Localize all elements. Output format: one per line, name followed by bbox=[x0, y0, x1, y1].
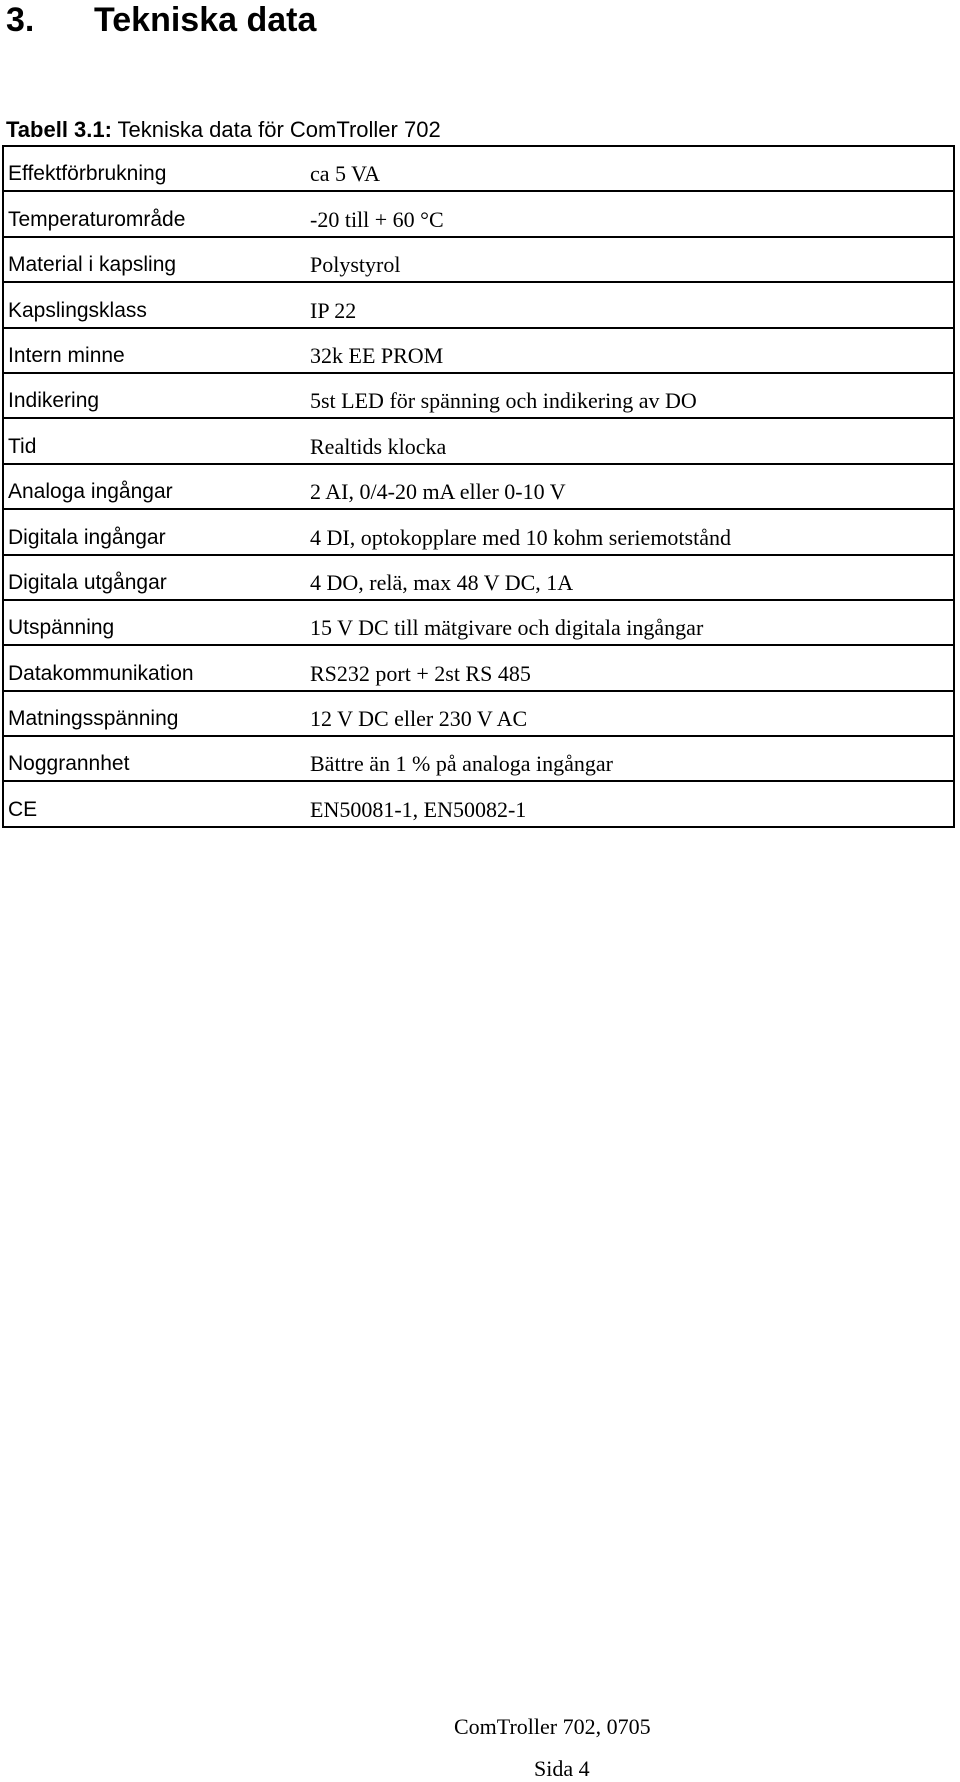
table-row bbox=[4, 238, 953, 283]
section-number: 3. bbox=[6, 1, 35, 39]
table-row bbox=[4, 737, 953, 782]
spec-label: Material i kapsling bbox=[8, 253, 177, 277]
footer-document-id: ComTroller 702, 0705 bbox=[454, 1714, 651, 1739]
spec-label: Temperaturområde bbox=[8, 207, 186, 231]
spec-value: EN50081-1, EN50082-1 bbox=[310, 796, 527, 822]
spec-table bbox=[2, 145, 955, 828]
spec-label: Effektförbrukning bbox=[8, 162, 167, 186]
table-row bbox=[4, 329, 953, 374]
spec-value: RS232 port + 2st RS 485 bbox=[310, 660, 531, 686]
table-row bbox=[4, 192, 953, 237]
spec-value: 5st LED för spänning och indikering av DO bbox=[310, 388, 697, 414]
spec-label: Intern minne bbox=[8, 343, 125, 367]
table-row bbox=[4, 419, 953, 464]
spec-value: 2 AI, 0/4-20 mA eller 0-10 V bbox=[310, 479, 566, 505]
spec-value: 4 DI, optokopplare med 10 kohm seriemotstånd bbox=[310, 524, 731, 550]
table-caption-text: Tekniska data för ComTroller 702 bbox=[117, 117, 441, 142]
spec-label: CE bbox=[8, 797, 38, 821]
page-number: Sida 4 bbox=[534, 1756, 590, 1781]
spec-label: Digitala utgångar bbox=[8, 570, 167, 594]
spec-label: Datakommunikation bbox=[8, 661, 194, 685]
table-caption bbox=[6, 116, 441, 144]
spec-label: Kapslingsklass bbox=[8, 298, 147, 322]
spec-label: Matningsspänning bbox=[8, 707, 179, 731]
table-row bbox=[4, 465, 953, 510]
table-row bbox=[4, 147, 953, 192]
spec-value: Polystyrol bbox=[310, 252, 401, 278]
spec-value: Bättre än 1 % på analoga ingångar bbox=[310, 751, 613, 777]
table-row bbox=[4, 646, 953, 691]
spec-value: ca 5 VA bbox=[310, 161, 381, 187]
spec-value: 12 V DC eller 230 V AC bbox=[310, 706, 528, 732]
table-row bbox=[4, 601, 953, 646]
spec-label: Analoga ingångar bbox=[8, 480, 173, 504]
spec-value: 4 DO, relä, max 48 V DC, 1A bbox=[310, 569, 574, 595]
spec-value: IP 22 bbox=[310, 297, 357, 323]
spec-value: 32k EE PROM bbox=[310, 342, 444, 368]
spec-label: Indikering bbox=[8, 389, 100, 413]
table-row bbox=[4, 556, 953, 601]
spec-value: Realtids klocka bbox=[310, 433, 447, 459]
table-row bbox=[4, 692, 953, 737]
spec-label: Utspänning bbox=[8, 616, 115, 640]
table-row bbox=[4, 283, 953, 328]
section-title: Tekniska data bbox=[94, 1, 317, 39]
spec-value: 15 V DC till mätgivare och digitala ingångar bbox=[310, 615, 704, 641]
table-row bbox=[4, 374, 953, 419]
spec-label: Tid bbox=[8, 434, 37, 458]
spec-value: -20 till + 60 °C bbox=[310, 206, 444, 232]
table-row bbox=[4, 782, 953, 827]
spec-label: Digitala ingångar bbox=[8, 525, 166, 549]
spec-label: Noggrannhet bbox=[8, 752, 130, 776]
table-row bbox=[4, 510, 953, 555]
section-heading bbox=[6, 0, 316, 40]
table-caption-label: Tabell 3.1: bbox=[6, 117, 112, 142]
